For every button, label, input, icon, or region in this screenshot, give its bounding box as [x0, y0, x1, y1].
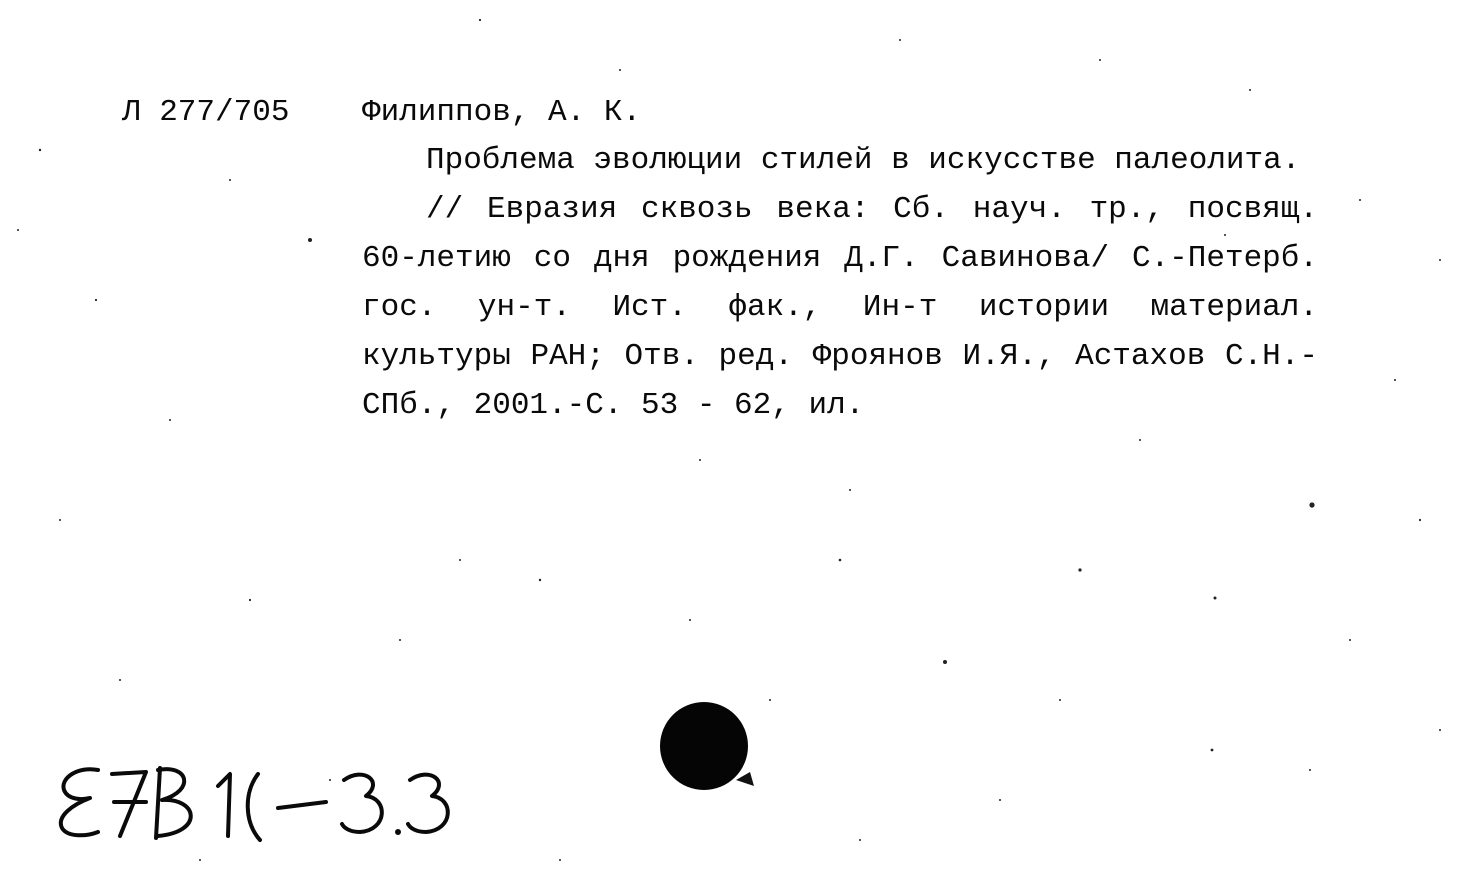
- punch-hole-icon: [658, 700, 754, 796]
- call-number: Л 277/705: [122, 95, 290, 130]
- work-title: Проблема эволюции стилей в искусстве палеолита.: [426, 143, 1301, 178]
- bibliographic-entry: [362, 136, 1318, 430]
- author-name: Филиппов, А. К.: [362, 95, 642, 130]
- handwritten-classification-note: [48, 752, 468, 852]
- source-description: // Евразия сквозь века: Сб. науч. тр., посвящ. 60-летию со дня рождения Д.Г. Савинова/ С.-Петерб. гос. ун-т. Ист. фак., Ин-т истории материал. культуры РАН; Отв. ред. Фроянов И.Я., Астахов С.Н.- СПб., 2001.-С. 53 - 62, ил.: [362, 192, 1318, 423]
